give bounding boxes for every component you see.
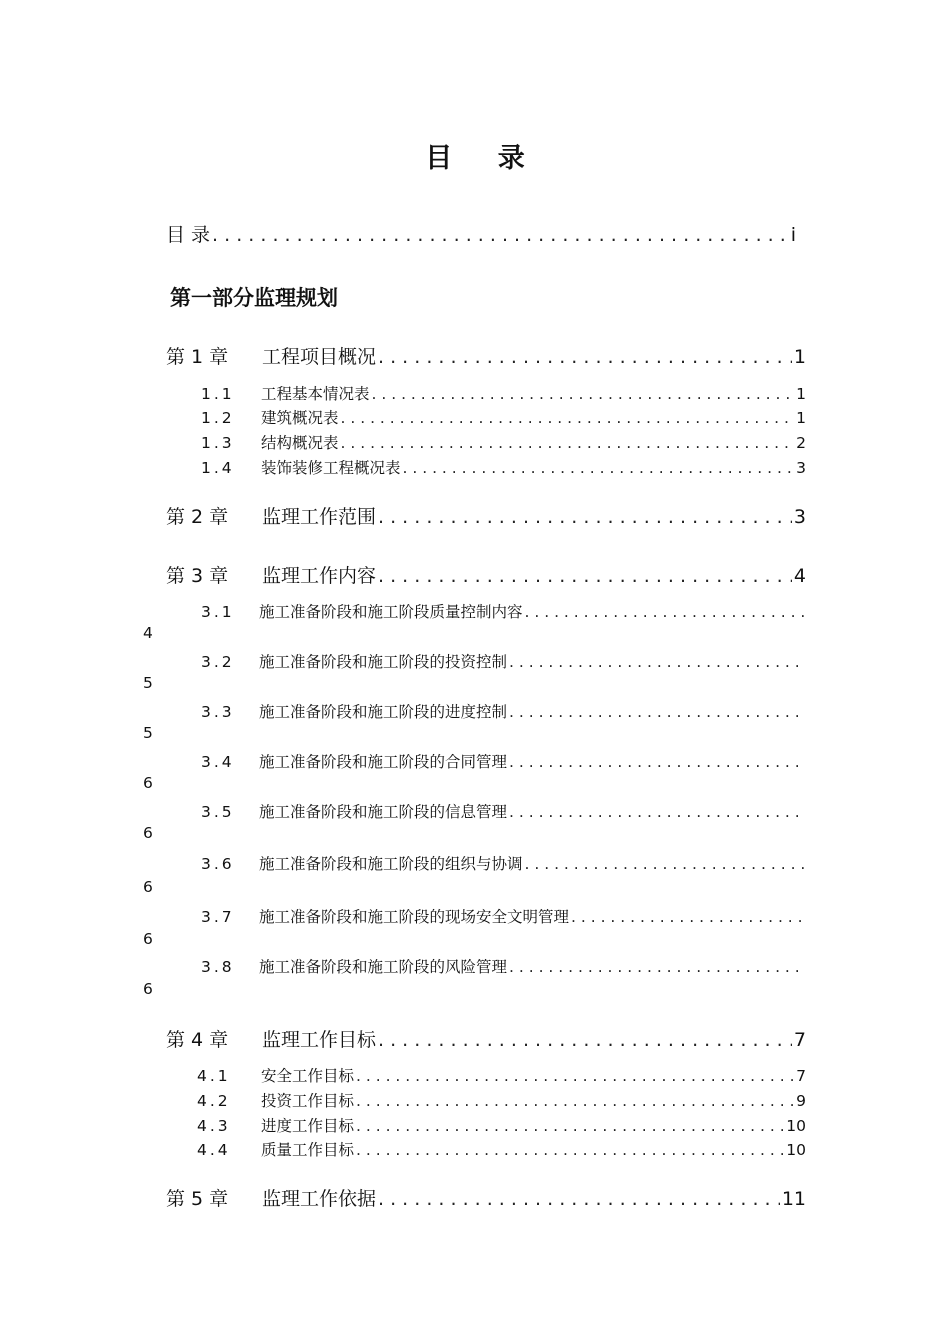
toc-section[interactable]: [201, 456, 806, 478]
section-number: 4.3: [197, 1117, 231, 1135]
dot-leader: [509, 958, 804, 976]
section-title: 施工准备阶段和施工阶段的风险管理: [259, 958, 508, 976]
section-title: 施工准备阶段和施工阶段的现场安全文明管理: [259, 908, 570, 926]
page-number: 7: [793, 1029, 806, 1051]
page-number: 9: [796, 1092, 806, 1110]
dot-leader: [509, 653, 804, 671]
page-number: 5: [143, 724, 153, 742]
toc-section[interactable]: [201, 650, 806, 672]
section-title: 质量工作目标: [261, 1141, 355, 1159]
chapter-number: 第 4 章: [166, 1029, 229, 1051]
chapter-title: 监理工作内容: [262, 565, 377, 587]
dot-leader: [571, 908, 804, 926]
page-number: 6: [143, 980, 153, 998]
dot-leader: [212, 224, 789, 246]
toc-chapter-5[interactable]: [166, 1184, 806, 1211]
section-number: 3.6: [201, 855, 235, 873]
chapter-number: 第 1 章: [166, 346, 229, 368]
dot-leader: [356, 1117, 784, 1135]
dot-leader: [372, 385, 795, 403]
section-title: 建筑概况表: [261, 409, 339, 427]
page-number: 3: [796, 459, 806, 477]
toc-label: 目 录: [166, 224, 211, 246]
part-heading: 第一部分监理规划: [170, 286, 338, 310]
toc-section[interactable]: [197, 1114, 806, 1136]
chapter-title: 监理工作依据: [262, 1188, 377, 1210]
page-number: 1: [793, 346, 806, 368]
dot-leader: [341, 409, 795, 427]
dot-leader: [356, 1092, 794, 1110]
section-number: 3.3: [201, 703, 235, 721]
section-number: 3.8: [201, 958, 235, 976]
section-title: 投资工作目标: [261, 1092, 355, 1110]
section-number: 1.4: [201, 459, 235, 477]
dot-leader: [403, 459, 795, 477]
chapter-title: 工程项目概况: [262, 346, 377, 368]
page-number: 5: [143, 674, 153, 692]
dot-leader: [509, 753, 804, 771]
dot-leader: [356, 1067, 794, 1085]
toc-section[interactable]: [197, 1138, 806, 1160]
section-title: 进度工作目标: [261, 1117, 355, 1135]
page-number: 3: [793, 506, 806, 528]
chapter-title: 监理工作目标: [262, 1029, 377, 1051]
section-number: 4.2: [197, 1092, 231, 1110]
section-number: 1.3: [201, 434, 235, 452]
toc-section[interactable]: [201, 406, 806, 428]
chapter-number: 第 2 章: [166, 506, 229, 528]
section-number: 3.2: [201, 653, 235, 671]
section-title: 工程基本情况表: [261, 385, 370, 403]
section-title: 施工准备阶段和施工阶段的信息管理: [259, 803, 508, 821]
section-number: 3.4: [201, 753, 235, 771]
toc-section[interactable]: [201, 852, 806, 874]
chapter-number: 第 3 章: [166, 565, 229, 587]
page-number: i: [790, 224, 796, 246]
toc-section[interactable]: [201, 750, 806, 772]
section-title: 装饰装修工程概况表: [261, 459, 401, 477]
page-number: 6: [143, 930, 153, 948]
toc-section[interactable]: [201, 382, 806, 404]
dot-leader: [509, 803, 804, 821]
toc-section[interactable]: [201, 700, 806, 722]
dot-leader: [509, 703, 804, 721]
page-number: 4: [143, 624, 153, 642]
section-title: 施工准备阶段和施工阶段的组织与协调: [259, 855, 523, 873]
chapter-title: 监理工作范围: [262, 506, 377, 528]
dot-leader: [378, 565, 792, 587]
toc-section[interactable]: [197, 1064, 806, 1086]
page-number: 1: [796, 409, 806, 427]
section-title: 安全工作目标: [261, 1067, 355, 1085]
section-number: 3.1: [201, 603, 235, 621]
toc-section[interactable]: [197, 1089, 806, 1111]
section-number: 3.5: [201, 803, 235, 821]
toc-chapter-2[interactable]: [166, 502, 806, 529]
section-number: 3.7: [201, 908, 235, 926]
dot-leader: [378, 346, 792, 368]
page-number: 2: [796, 434, 806, 452]
page-number: 6: [143, 878, 153, 896]
section-title: 施工准备阶段和施工阶段的投资控制: [259, 653, 508, 671]
page-number: 11: [781, 1188, 806, 1210]
dot-leader: [378, 506, 792, 528]
section-number: 4.1: [197, 1067, 231, 1085]
section-title: 施工准备阶段和施工阶段的进度控制: [259, 703, 508, 721]
chapter-number: 第 5 章: [166, 1188, 229, 1210]
page-number: 4: [793, 565, 806, 587]
toc-section[interactable]: [201, 905, 806, 927]
page-number: 6: [143, 774, 153, 792]
toc-chapter-3[interactable]: [166, 561, 806, 588]
section-number: 1.2: [201, 409, 235, 427]
toc-section[interactable]: [201, 955, 806, 977]
toc-section[interactable]: [201, 431, 806, 453]
page-number: 6: [143, 824, 153, 842]
dot-leader: [378, 1188, 780, 1210]
page-number: 10: [786, 1117, 806, 1135]
section-title: 施工准备阶段和施工阶段的合同管理: [259, 753, 508, 771]
toc-chapter-1[interactable]: [166, 342, 806, 369]
toc-entry-contents[interactable]: [166, 220, 796, 247]
dot-leader: [341, 434, 795, 452]
page-title: 目 录: [425, 143, 543, 174]
page-number: 10: [786, 1141, 806, 1159]
page-number: 7: [796, 1067, 806, 1085]
section-number: 4.4: [197, 1141, 231, 1159]
dot-leader: [378, 1029, 792, 1051]
section-title: 施工准备阶段和施工阶段质量控制内容: [259, 603, 523, 621]
dot-leader: [356, 1141, 784, 1159]
toc-section[interactable]: [201, 800, 806, 822]
section-number: 1.1: [201, 385, 235, 403]
dot-leader: [525, 855, 804, 873]
section-title: 结构概况表: [261, 434, 339, 452]
page-number: 1: [796, 385, 806, 403]
dot-leader: [525, 603, 804, 621]
toc-chapter-4[interactable]: [166, 1025, 806, 1052]
toc-section[interactable]: [201, 600, 806, 622]
